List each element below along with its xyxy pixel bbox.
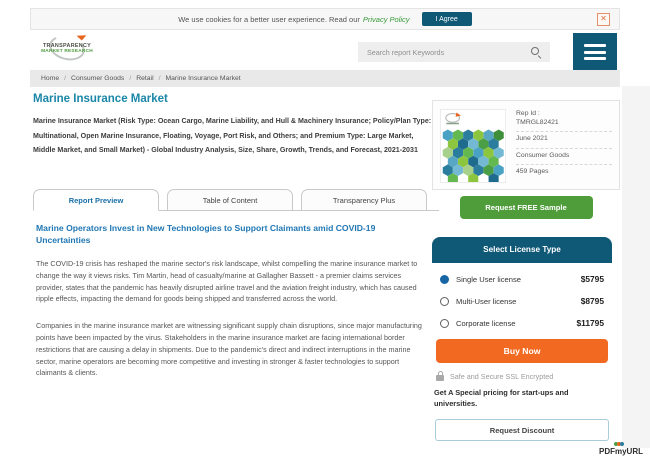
- cookie-banner: [30, 8, 620, 30]
- preview-paragraph-2: Companies in the marine insurance market are witnessing significant supply chain disruptions, since major manufacturing points have been impacted by the virus. Stakeholders in the marine insurance market are facing international border restrictions that are causing a delay in shipments. Due to the pandemic's direct and indirect interruptions in the marine sector, marine operators are becoming more competitive and investing in stronger & faster technologies to support claimants & clients.: [36, 321, 422, 378]
- logo-text-line2: MARKET RESEARCH: [41, 49, 93, 54]
- tab-report-preview[interactable]: Report Preview: [33, 189, 159, 211]
- lock-icon: [436, 375, 444, 381]
- license-panel: [432, 237, 612, 363]
- report-date-row: June 2021: [516, 134, 612, 149]
- breadcrumb-separator: /: [158, 75, 161, 82]
- special-pricing-note: Get A Special pricing for start-ups and universities.: [434, 388, 569, 408]
- logo-text-line1: TRANSPARENCY: [42, 43, 92, 49]
- search-input[interactable]: [358, 42, 530, 62]
- tab-transparency-plus[interactable]: Transparency Plus: [301, 189, 427, 211]
- tmr-logo[interactable]: [36, 34, 98, 54]
- license-option-price: $5795: [580, 274, 604, 284]
- license-option-price: $8795: [580, 296, 604, 306]
- report-category-row: Consumer Goods: [516, 151, 612, 166]
- report-description: Marine Insurance Market (Risk Type: Ocean Cargo, Marine Liability, and Hull & Machinery Insurance; Policy/Plan Type: Multinational, Open Marine Insurance, Floating, Voyage, Port Risk, and Others; and Premium Type: Large Market, Middle Market, and Small Market) - Global Industry Analysis, Size, Share, Growth, Trends, and Forecast, 2021-2031: [33, 117, 432, 155]
- license-option-multi-user[interactable]: [436, 290, 608, 312]
- license-option-price: $11795: [576, 318, 604, 328]
- report-id-value: TMRGL82421: [516, 118, 559, 126]
- privacy-policy-link[interactable]: Privacy Policy: [362, 14, 410, 24]
- license-options: [432, 263, 612, 336]
- ssl-note: [436, 372, 620, 381]
- license-option-label: Multi-User license: [456, 296, 517, 306]
- report-thumbnail: [440, 109, 506, 183]
- cookie-message: We use cookies for a better user experience. Read our: [178, 14, 360, 24]
- license-panel-header: Select License Type: [432, 237, 612, 263]
- license-option-corporate[interactable]: [436, 312, 608, 334]
- report-id-label: Rep Id :: [516, 110, 540, 117]
- report-sidebar: [432, 100, 620, 441]
- breadcrumb-consumer-goods[interactable]: Consumer Goods: [71, 75, 125, 82]
- breadcrumb: [30, 70, 620, 87]
- tab-table-of-content[interactable]: Table of Content: [167, 189, 293, 211]
- request-discount-button[interactable]: Request Discount: [435, 419, 609, 441]
- pdfmyurl-logo-icon: [615, 442, 624, 446]
- breadcrumb-retail[interactable]: Retail: [136, 75, 154, 82]
- radio-selected-icon[interactable]: [440, 275, 449, 284]
- report-cover-art: [441, 110, 505, 182]
- report-preview-content: [33, 213, 437, 379]
- license-option-label: Single User license: [456, 274, 521, 284]
- hamburger-icon: [584, 41, 606, 63]
- report-pages-row: 459 Pages: [516, 168, 549, 176]
- page-right-gutter: [622, 86, 650, 448]
- buy-now-button[interactable]: Buy Now: [436, 339, 608, 363]
- cookie-agree-button[interactable]: I Agree: [422, 12, 472, 26]
- page-title: Marine Insurance Market: [33, 93, 168, 105]
- report-info-card: [432, 100, 620, 190]
- breadcrumb-current-page[interactable]: Marine Insurance Market: [165, 75, 241, 82]
- radio-unselected-icon[interactable]: [440, 319, 449, 328]
- license-option-label: Corporate license: [456, 318, 516, 328]
- pdfmyurl-watermark: [599, 447, 643, 456]
- close-icon[interactable]: ✕: [597, 13, 610, 26]
- menu-button[interactable]: [573, 33, 617, 71]
- breadcrumb-home[interactable]: Home: [41, 75, 60, 82]
- breadcrumb-separator: /: [64, 75, 67, 82]
- breadcrumb-separator: /: [129, 75, 132, 82]
- report-meta: [516, 109, 612, 181]
- section-heading: Marine Operators Invest in New Technologies to Support Claimants amid COVID-19 Uncertainties: [36, 223, 376, 245]
- request-free-sample-button[interactable]: Request FREE Sample: [460, 196, 593, 219]
- radio-unselected-icon[interactable]: [440, 297, 449, 306]
- tab-bar: [33, 189, 439, 211]
- license-option-single-user[interactable]: [436, 268, 608, 290]
- ssl-note-text: Safe and Secure SSL Encrypted: [450, 372, 554, 381]
- watermark-text: PDFmyURL: [598, 447, 643, 456]
- search-bar: [358, 42, 550, 62]
- preview-paragraph-1: The COVID-19 crisis has reshaped the marine sector's risk landscape, whilst compelling the marine insurance market to change the way it views risks. Tim Martin, head of casualty/marine at Gallagher Bassett - a premier claims services provider, states that the pandemic has heavily disrupted airline travel and the aviation freight industry, which has caused ripple effects, impacting the demand for goods being shipped and transferred across the world.: [36, 259, 418, 304]
- report-id-row: [516, 109, 612, 132]
- search-icon[interactable]: [530, 46, 542, 58]
